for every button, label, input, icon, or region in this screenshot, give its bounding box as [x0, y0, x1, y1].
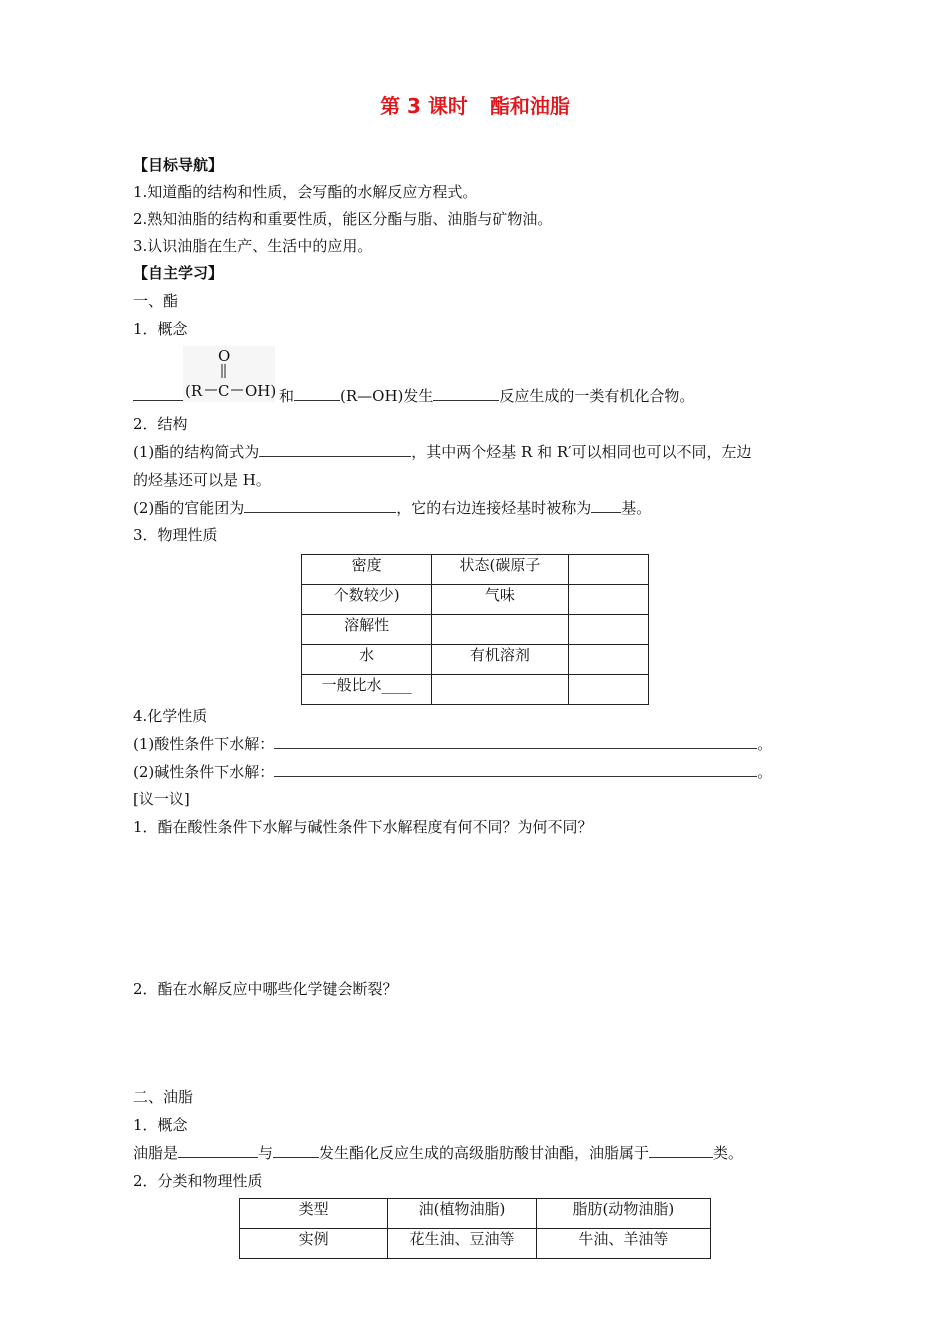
- title-topic: 酯和油脂: [489, 94, 570, 118]
- part2-heading: 二、油脂: [133, 1088, 194, 1106]
- cell: 牛油、羊油等: [536, 1229, 710, 1259]
- discuss-question-2: 2．酯在水解反应中哪些化学键会断裂？: [133, 980, 398, 998]
- goal-2: 2.熟知油脂的结构和重要性质，能区分酯与脂、油脂与矿物油。: [133, 210, 553, 228]
- blank-glycerol[interactable]: [273, 1143, 319, 1158]
- formula-carbon: C: [218, 382, 230, 400]
- discuss-question-1: 1．酯在酸性条件下水解与碱性条件下水解程度有何不同？为何不同？: [133, 818, 593, 836]
- cell: 油(植物油脂): [388, 1199, 536, 1229]
- cell: 水: [302, 645, 432, 675]
- blank-group-name[interactable]: [591, 498, 621, 513]
- discuss-heading: [议一议]: [133, 790, 190, 808]
- goal-1: 1.知道酯的结构和性质，会写酯的水解反应方程式。: [133, 183, 478, 201]
- blank-functional-group[interactable]: [244, 498, 396, 513]
- cell[interactable]: [568, 555, 648, 585]
- structure-2-end: 基。: [621, 499, 652, 517]
- title-lesson: 第 3 课时: [380, 94, 468, 118]
- page-title: [0, 96, 950, 116]
- structure-line-1: [133, 442, 752, 462]
- blank-acid[interactable]: [133, 386, 183, 401]
- oil-concept-line: [133, 1143, 743, 1163]
- cell: 密度: [302, 555, 432, 585]
- oil-concept-heading: 1．概念: [133, 1116, 188, 1134]
- chem-base-label: (2)碱性条件下水解：: [133, 763, 275, 781]
- cell[interactable]: [432, 615, 568, 645]
- formula-oxygen: O: [218, 347, 231, 365]
- chemical-base-line: [133, 762, 772, 782]
- structure-1-rest: ，其中两个烃基 R 和 R′可以相同也可以不同，左边: [411, 443, 752, 461]
- chemical-heading: 4.化学性质: [133, 707, 208, 725]
- blank-base-hydrolysis[interactable]: [274, 762, 757, 777]
- chemical-acid-line: [133, 734, 772, 754]
- period: 。: [757, 735, 773, 753]
- cell: 类型: [240, 1199, 388, 1229]
- cell: 状态(碳原子: [432, 555, 568, 585]
- formula-r: (R: [185, 382, 203, 400]
- structure-line-1c: 的烃基还可以是 H。: [133, 471, 271, 489]
- cell: 花生油、豆油等: [388, 1229, 536, 1259]
- concept-occur: 发生: [403, 387, 434, 405]
- structure-2-text: (2)酯的官能团为: [133, 499, 245, 517]
- formula-oh: OH): [245, 382, 277, 400]
- blank-reaction[interactable]: [433, 386, 499, 401]
- section-self-study: 【自主学习】: [133, 264, 224, 282]
- blank-fatty-acid[interactable]: [178, 1143, 258, 1158]
- blank-alcohol[interactable]: [294, 386, 340, 401]
- chem-acid-label: (1)酸性条件下水解：: [133, 735, 275, 753]
- structure-line-2: [133, 498, 651, 518]
- structure-1-text: (1)酯的结构简式为: [133, 443, 260, 461]
- blank-ester-formula[interactable]: [259, 442, 411, 457]
- concept-heading: 1．概念: [133, 320, 188, 338]
- structure-heading: 2．结构: [133, 415, 188, 433]
- physical-heading: 3．物理性质: [133, 526, 218, 544]
- cell: 脂肪(动物油脂): [536, 1199, 710, 1229]
- cell: 有机溶剂: [432, 645, 568, 675]
- blank-oil-class[interactable]: [649, 1143, 713, 1158]
- period: 。: [757, 763, 773, 781]
- oil-concept-d: 类。: [713, 1144, 744, 1162]
- oil-classification-table: [239, 1198, 711, 1259]
- oil-concept-a: 油脂是: [133, 1144, 179, 1162]
- cell[interactable]: [568, 615, 648, 645]
- structure-2-mid: ，它的右边连接烃基时被称为: [396, 499, 592, 517]
- cell[interactable]: [432, 675, 568, 705]
- concept-and: 和: [279, 387, 295, 405]
- cell: 一般比水____: [302, 675, 432, 705]
- physical-properties-table: [301, 554, 649, 705]
- cell: 气味: [432, 585, 568, 615]
- part1-heading: 一、酯: [133, 292, 179, 310]
- goal-3: 3.认识油脂在生产、生活中的应用。: [133, 237, 373, 255]
- cell[interactable]: [568, 585, 648, 615]
- cell: 个数较少): [302, 585, 432, 615]
- oil-concept-b: 与: [258, 1144, 274, 1162]
- blank-acid-hydrolysis[interactable]: [274, 734, 757, 749]
- concept-rest: 反应生成的一类有机化合物。: [499, 387, 695, 405]
- alcohol-formula: (R—OH): [340, 387, 404, 405]
- oil-concept-c: 发生酯化反应生成的高级脂肪酸甘油酯，油脂属于: [319, 1144, 650, 1162]
- cell[interactable]: [568, 645, 648, 675]
- cell: 实例: [240, 1229, 388, 1259]
- cell[interactable]: [568, 675, 648, 705]
- concept-line: [133, 386, 694, 406]
- section-goals: 【目标导航】: [133, 156, 224, 174]
- cell: 溶解性: [302, 615, 432, 645]
- oil-class-heading: 2．分类和物理性质: [133, 1172, 263, 1190]
